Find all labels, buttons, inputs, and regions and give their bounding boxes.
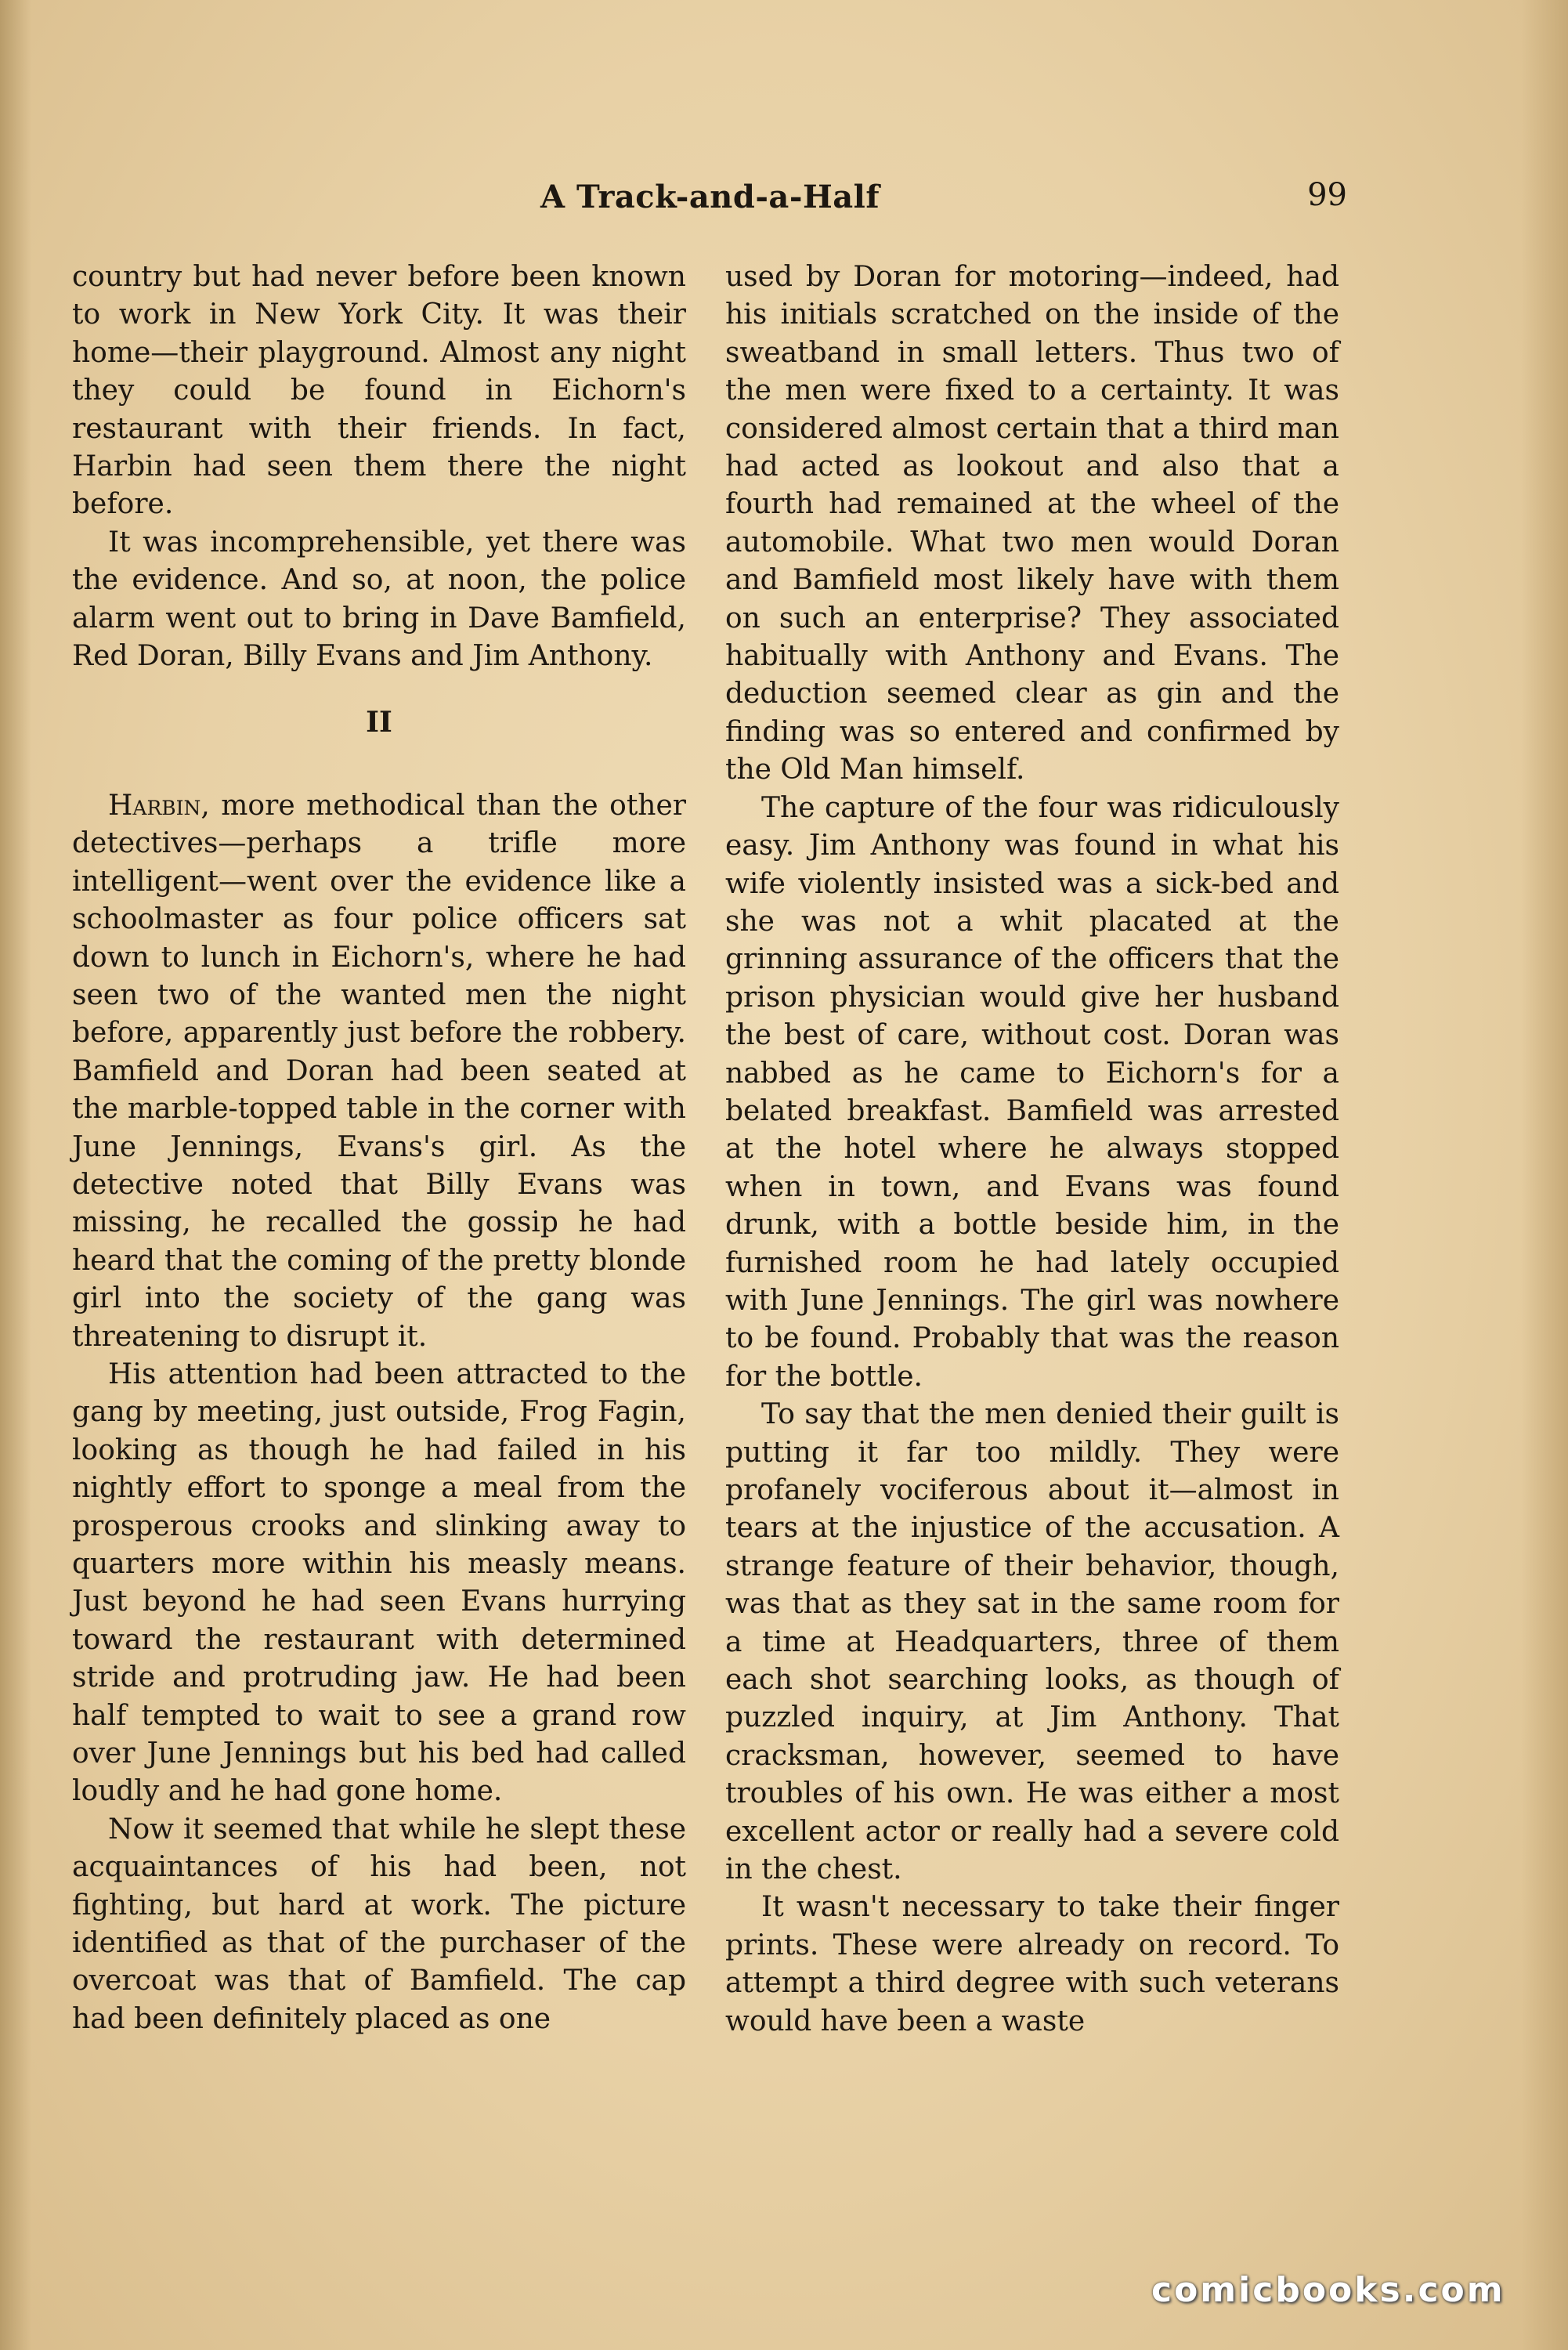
watermark-logo: comicbooks.com [1151,2270,1505,2310]
paragraph: Now it seemed that while he slept these acquaintances of his had been, not fighting, but hard at work. The picture identified as that of the purchaser of the overcoat was that of Bamfield. The cap had been definitely placed as one [72,1813,686,2035]
paragraph: The capture of the four was ridiculously easy. Jim Anthony was found in what his wife violently insisted was a sick-bed and she was not a whit placated at the grinning assurance of the officers that the prison physician would give her husband the best of care, without cost. Doran was nabbed as he came to Eichorn's for a belated breakfast. Bamfield was arrested at the hotel where he always stopped when in town, and Evans was found drunk, with a bottle beside him, in the furnished room he had lately occupied with June Jennings. The girl was nowhere to be found. Probably that was the reason for the bottle. [725,791,1339,1393]
paragraph: It wasn't necessary to take their finger prints. These were already on record. To attempt a third degree with such veterans would have been a waste [725,1891,1339,2037]
page-edge-shadow-right [1521,0,1568,2350]
page-edge-shadow-left [0,0,31,2350]
left-column [72,258,686,2138]
paragraph [72,787,686,1356]
paragraph-text: more methodical than the other detectives—perhaps a trifle more intelligent—went over the evidence like a schoolmaster as four police officers sat down to lunch in Eichorn's, where he had seen two of the wanted men the night before, apparently just before the robbery. Bamfield and Doran had been seated at the marble-topped table in the corner with June Jennings, Evans's girl. As the detective noted that Billy Evans was missing, he recalled the gossip he had heard that the coming of the pretty blonde girl into the society of the gang was threatening to disrupt it. [72,789,686,1353]
section-heading: II [366,706,392,739]
running-title: A Track-and-a-Half [540,179,880,215]
paragraph: To say that the men denied their guilt is putting it far too mildly. They were profanely vociferous about it—almost in tears at the injustice of the accusation. A strange feature of their behavior, though, was that as they sat in the same room for a time at Headquarters, three of them each shot searching looks, as though of puzzled inquiry, at Jim Anthony. That cracksman, however, seemed to have troubles of his own. He was either a most excellent actor or really had a severe cold in the chest. [725,1398,1339,1886]
paragraph: used by Doran for motoring—indeed, had his initials scratched on the inside of the sweatband in small letters. Thus two of the men were fixed to a certainty. It was considered almost certain that a third man had acted as lookout and also that a fourth had remained at the wheel of the automobile. What two men would Doran and Bamfield most likely have with them on such an enterprise? They associated habitually with Anthony and Evans. The deduction seemed clear as gin and the finding was so entered and confirmed by the Old Man himself. [725,261,1339,786]
right-column [725,258,1339,2138]
lead-in-word: Harbin, [108,789,210,822]
paragraph: country but had never before been known to work in New York City. It was their home—their playground. Almost any night they could be found in Eichorn's restaurant with their friends. In fact, Harbin had seen them there the night before. [72,261,686,521]
page-number: 99 [1307,177,1347,213]
paragraph: It was incomprehensible, yet there was the evidence. And so, at noon, the police alarm went out to bring in Dave Bamfield, Red Doran, Billy Evans and Jim Anthony. [72,526,686,673]
paragraph: His attention had been attracted to the gang by meeting, just outside, Frog Fagin, looking as though he had failed in his nightly effort to sponge a meal from the prosperous crooks and slinking away to quarters more within his measly means. Just beyond he had seen Evans hurrying toward the restaurant with determined stride and protruding jaw. He had been half tempted to wait to see a grand row over June Jennings but his bed had called loudly and he had gone home. [72,1358,686,1808]
